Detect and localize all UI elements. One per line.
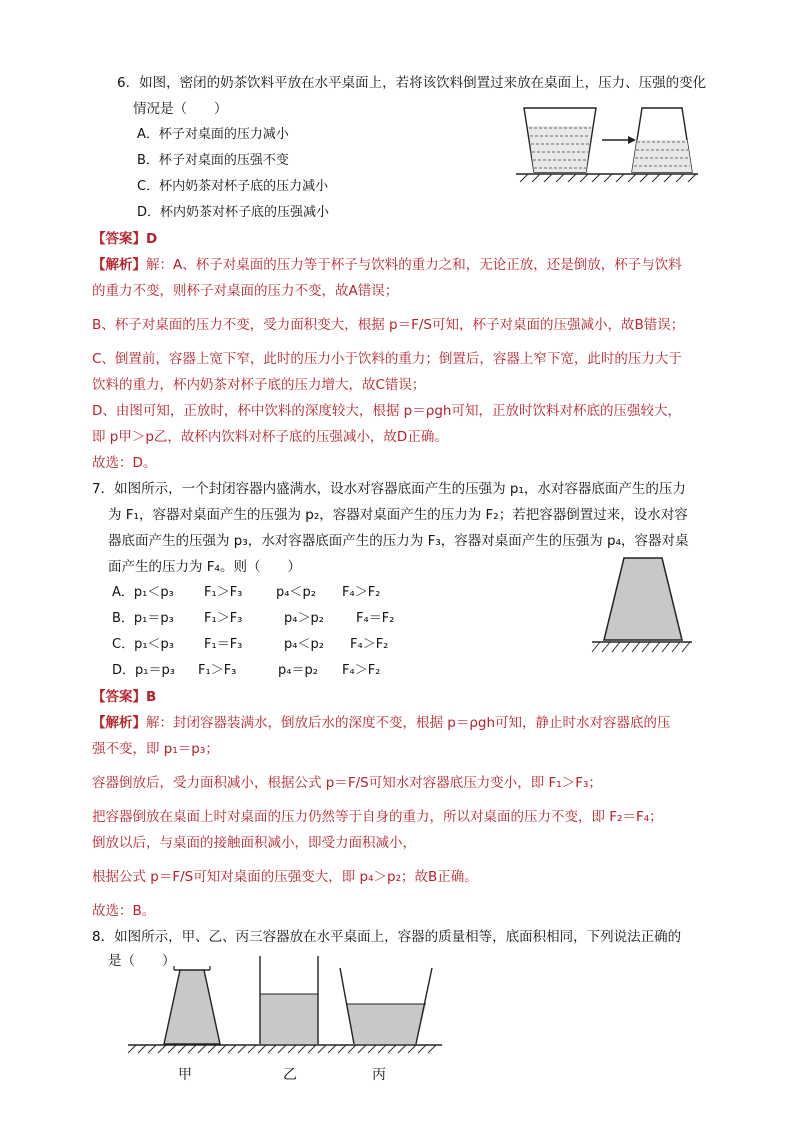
q7-option-d xyxy=(112,661,380,681)
opt-part: D．p₁＝p₃ xyxy=(112,663,175,678)
q7-analysis-line4: 把容器倒放在桌面上时对桌面的压力仍然等于自身的重力，所以对桌面的压力不变，即 F₂＝F₄； xyxy=(92,809,663,825)
opt-part: A．p₁＜p₃ xyxy=(112,585,174,600)
label-bing: 丙 xyxy=(372,1067,386,1083)
analysis-tag: 【解析】 xyxy=(92,257,146,273)
opt-part: p₄＜p₂ xyxy=(284,637,324,652)
q7-analysis-line1 xyxy=(92,713,671,733)
q6-answer xyxy=(92,229,157,249)
q7-answer xyxy=(92,687,156,707)
answer-tag: 【答案】 xyxy=(92,231,146,247)
q6-cups-figure xyxy=(512,100,702,190)
opt-part: p₄＝p₂ xyxy=(278,663,318,678)
q7-analysis-line2: 强不变，即 p₁＝p₃； xyxy=(92,741,219,757)
q8-stem-line1: 8．如图所示，甲、乙、丙三容器放在水平桌面上，容器的质量相等，底面积相同，下列说法正确的 xyxy=(92,929,682,945)
opt-part: C．p₁＜p₃ xyxy=(112,637,175,652)
q6-option-c: C．杯内奶茶对杯子底的压力减小 xyxy=(137,179,329,194)
analysis-text: 解：封闭容器装满水，倒放后水的深度不变，根据 p＝ρgh可知，静止时水对容器底的压 xyxy=(146,715,671,731)
q7-choose: 故选：B。 xyxy=(92,903,156,919)
q8-stem-line2: 是（ ） xyxy=(108,953,176,969)
q7-analysis-line6: 根据公式 p＝F/S可知对桌面的压强变大，即 p₄＞p₂；故B正确。 xyxy=(92,869,478,885)
q7-analysis-line3: 容器倒放后，受力面积减小，根据公式 p＝F/S可知水对容器底压力变小，即 F₁＞F₃； xyxy=(92,775,602,791)
q6-stem-line2: 情况是（ ） xyxy=(133,101,228,117)
opt-part: F₄＞F₂ xyxy=(350,637,389,652)
opt-part: F₁＞F₃ xyxy=(204,611,243,626)
q7-stem-line2: 为 F₁，容器对桌面产生的压强为 p₂，容器对桌面产生的压力为 F₂；若把容器倒置过来，设水对容 xyxy=(108,507,688,523)
q6-analysis-b: B、杯子对桌面的压力不变，受力面积变大，根据 p＝F/S可知，杯子对桌面的压强减小，故B错误； xyxy=(92,317,685,333)
opt-part: F₄＝F₂ xyxy=(356,611,395,626)
answer-tag: 【答案】 xyxy=(92,689,146,705)
opt-part: F₁＝F₃ xyxy=(204,637,243,652)
q6-option-b: B．杯子对桌面的压强不变 xyxy=(137,153,289,168)
opt-part: F₄＞F₂ xyxy=(342,585,381,600)
q7-stem-line3: 器底面产生的压强为 p₃，水对容器底面产生的压力为 F₃，容器对桌面产生的压强为 p₄，容器对桌 xyxy=(108,533,689,549)
q7-container-figure xyxy=(586,552,698,660)
label-yi: 乙 xyxy=(283,1067,297,1083)
q7-stem-line4: 面产生的压力为 F₄。则（ ） xyxy=(108,559,301,575)
q6-analysis-c2: 饮料的重力，杯内奶茶对杯子底的压力增大，故C错误； xyxy=(92,377,426,393)
analysis-text: 解：A、杯子对桌面的压力等于杯子与饮料的重力之和，无论正放，还是倒放，杯子与饮料 xyxy=(146,257,682,273)
q7-option-a xyxy=(112,583,380,603)
q6-stem-line1: 6．如图，密闭的奶茶饮料平放在水平桌面上，若将该饮料倒置过来放在桌面上，压力、压强的变化 xyxy=(117,75,707,91)
q6-analysis-line1 xyxy=(92,255,682,275)
q6-analysis-d2: 即 p甲＞p乙，故杯内饮料对杯子底的压强减小，故D正确。 xyxy=(92,429,448,445)
q6-choose: 故选：D。 xyxy=(92,455,157,471)
opt-part: p₄＞p₂ xyxy=(284,611,324,626)
q6-analysis-c1: C、倒置前，容器上宽下窄，此时的压力小于饮料的重力；倒置后，容器上窄下宽，此时的压力大于 xyxy=(92,351,682,367)
opt-part: F₄＞F₂ xyxy=(342,663,381,678)
answer-value: B xyxy=(146,689,157,705)
q7-option-c xyxy=(112,635,388,655)
q6-analysis-line2: 的重力不变，则杯子对桌面的压力不变，故A错误； xyxy=(92,283,399,299)
q7-stem-line1: 7．如图所示，一个封闭容器内盛满水，设水对容器底面产生的压强为 p₁，水对容器底面产生的压力 xyxy=(92,481,686,497)
q6-analysis-d1: D、由图可知，正放时，杯中饮料的深度较大，根据 p＝ρgh可知，正放时饮料对杯底的压强较大， xyxy=(92,403,681,419)
opt-part: B．p₁＝p₃ xyxy=(112,611,174,626)
q6-option-d: D．杯内奶茶对杯子底的压强减小 xyxy=(137,205,330,220)
q7-option-b xyxy=(112,609,394,629)
label-jia: 甲 xyxy=(178,1067,192,1083)
opt-part: F₁＞F₃ xyxy=(198,663,237,678)
q8-three-containers-figure xyxy=(126,952,446,1056)
analysis-tag: 【解析】 xyxy=(92,715,146,731)
q6-option-a: A．杯子对桌面的压力减小 xyxy=(137,127,289,142)
opt-part: F₁＞F₃ xyxy=(204,585,243,600)
q7-analysis-line5: 倒放以后，与桌面的接触面积减小，即受力面积减小， xyxy=(92,835,416,851)
answer-value: D xyxy=(146,231,158,247)
opt-part: p₄＜p₂ xyxy=(276,585,316,600)
